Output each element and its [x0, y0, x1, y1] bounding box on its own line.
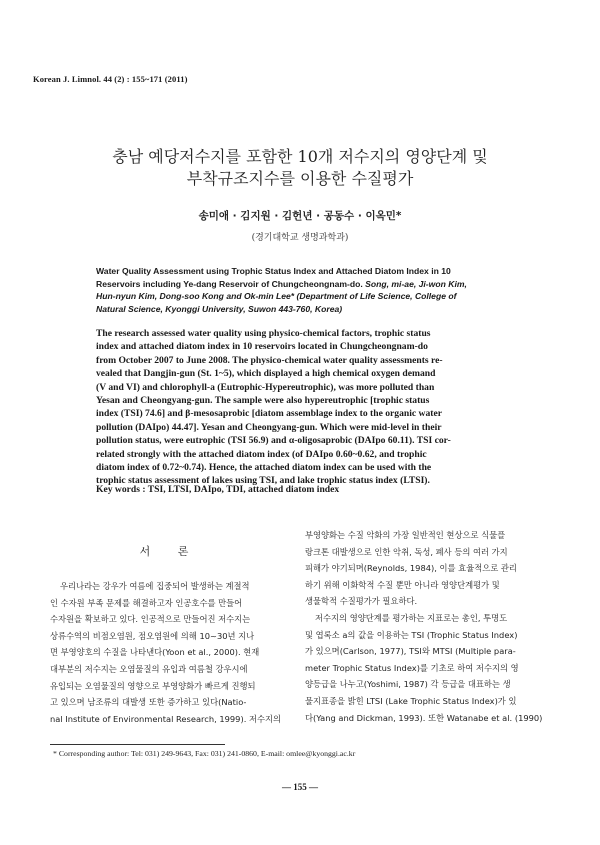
footnote-corresponding-author: * Corresponding author: Tel: 031) 249-9643, Fax: 031) 241-0860, E-mail: omlee@kyonggi.ac.kr: [53, 749, 356, 758]
abstract-line: diatom index of 0.72~0.74). Hence, the attached diatom index can be used with the: [96, 462, 432, 474]
body-line: 고 있으며 남조류의 대발생 또한 증가하고 있다(Natio-: [50, 697, 247, 708]
body-line: 유입되는 오염물질의 영향으로 부영양화가 빠르게 진행되: [50, 680, 256, 691]
body-line: 하기 위해 이화학적 수질 뿐만 아니라 영양단계평가 및: [305, 579, 500, 590]
abstract: [96, 327, 510, 488]
body-line: 가 있으며(Carlson, 1977), TSI와 MTSI (Multiple para-: [305, 646, 516, 657]
body-line: 우리나라는 강우가 여름에 집중되어 발생하는 계절적: [60, 581, 250, 591]
body-line: 물지표종을 밝힌 LTSI (Lake Trophic Status Index)가 있: [305, 695, 517, 706]
journal-citation: Korean J. Limnol. 44 (2) : 155~171 (2011): [33, 74, 188, 84]
body-line: 생물학적 수질평가가 필요하다.: [305, 596, 418, 607]
abstract-line: index (TSI) 74.6] and β-mesosaprobic [diatom assemblage index to the organic water: [96, 408, 442, 420]
english-authors-line2: [96, 290, 516, 303]
footnote-divider: [50, 744, 225, 745]
title-korean-line2: 부착규조지수를 이용한 수질평가: [186, 169, 414, 188]
authors-korean: 송미애 · 김지원 · 김헌년 · 공동수 · 이옥민*: [198, 210, 402, 222]
title-korean-line1: 충남 예당저수지를 포함한 10개 저수지의 영양단계 및: [112, 147, 488, 166]
body-line: 랑크톤 대발생으로 인한 악취, 독성, 폐사 등의 여러 가지: [305, 546, 508, 557]
english-affil-line2: Natural Science, Kyonggi University, Suwon 443-760, Korea): [96, 303, 343, 314]
body-line: nal Institute of Environmental Research, 1999). 저수지의: [50, 713, 282, 724]
body-line: 면 부영양호의 수질을 나타낸다(Yoon et al., 2000). 현재: [50, 647, 260, 658]
body-line: 피해가 야기되며(Reynolds, 1984), 이를 효율적으로 관리: [305, 563, 517, 574]
section-heading-introduction: 서 론: [139, 545, 201, 558]
page-number: — 155 —: [282, 782, 318, 792]
abstract-line: index and attached diatom index in 10 reservoirs located in Chungcheongnam-do: [96, 341, 428, 353]
abstract-line: vealed that Dangjin-gun (St. 1~5), which displayed a high chemical oxygen demand: [96, 368, 436, 380]
english-title-line1: Water Quality Assessment using Trophic Status Index and Attached Diatom Index in 10: [96, 266, 451, 276]
body-line: 수자원을 확보하고 있다. 인공적으로 만들어진 저수지는: [50, 614, 251, 625]
abstract-line: The research assessed water quality using physico-chemical factors, trophic status: [96, 328, 431, 339]
english-affiliation-line: [96, 303, 516, 316]
keywords: Key words : TSI, LTSI, DAIpo, TDI, attached diatom index: [96, 484, 340, 495]
body-line: meter Trophic Status Index)를 기초로 하여 저수지의 영: [305, 662, 519, 673]
abstract-line: from October 2007 to June 2008. The physico-chemical water quality assessments re-: [96, 354, 443, 366]
body-line: 부영양화는 수질 악화의 가장 일반적인 현상으로 식물플: [305, 530, 506, 540]
english-title-block: [96, 265, 516, 315]
english-title-line2: [96, 278, 516, 291]
body-line: 양등급을 나누고(Yoshimi, 1987) 각 등급을 대표하는 생: [305, 679, 511, 690]
body-line: 대부분의 저수지는 오염물질의 유입과 여름철 강우시에: [50, 663, 248, 674]
abstract-line: pollution status, were eutrophic (TSI 56.9) and α-oligosaprobic (DAIpo 60.11). TSI cor-: [96, 435, 451, 447]
body-line: 및 엽록소 a의 값을 이용하는 TSI (Trophic Status Index): [305, 629, 518, 640]
abstract-line: (V and VI) and chlorophyll-a (Eutrophic-Hypereutrophic), was more polluted than: [96, 381, 435, 393]
english-title-line2-title: Reservoirs including Ye-dang Reservoir of Chungcheongnam-do.: [96, 278, 366, 289]
body-line: 인 수자원 부족 문제를 해결하고자 인공호수를 만들어: [50, 597, 243, 608]
right-column-body: [305, 527, 551, 726]
body-line: 다(Yang and Dickman, 1993). 또한 Watanabe et al. (1990): [305, 712, 543, 723]
abstract-line: pollution (DAIpo) 44.47]. Yesan and Cheongyang-gun. Which were mid-level in their: [96, 421, 442, 433]
abstract-line: related strongly with the attached diatom index (of DAIpo 0.60~0.62, and trophic: [96, 448, 427, 460]
body-line: 저수지의 영양단계를 평가하는 지표로는 총인, 투명도: [315, 612, 508, 623]
english-authors-line1: Song, mi-ae, Ji-won Kim,: [365, 278, 467, 289]
affiliation-korean: (경기대학교 생명과학과): [251, 233, 349, 243]
body-line: 상류수역의 비점오염원, 점오염원에 의해 10~30년 지나: [50, 630, 255, 641]
left-column-body: [50, 578, 290, 727]
abstract-line: trophic status assessment of lakes using TSI, and lake trophic status index (LTSI).: [96, 475, 430, 487]
english-authors-affil-line1: Hun-nyun Kim, Dong-soo Kong and Ok-min Lee* (Department of Life Science, College of: [96, 291, 457, 301]
abstract-line: Yesan and Cheongyang-gun. The sample were also hypereutrophic [trophic status: [96, 395, 430, 407]
